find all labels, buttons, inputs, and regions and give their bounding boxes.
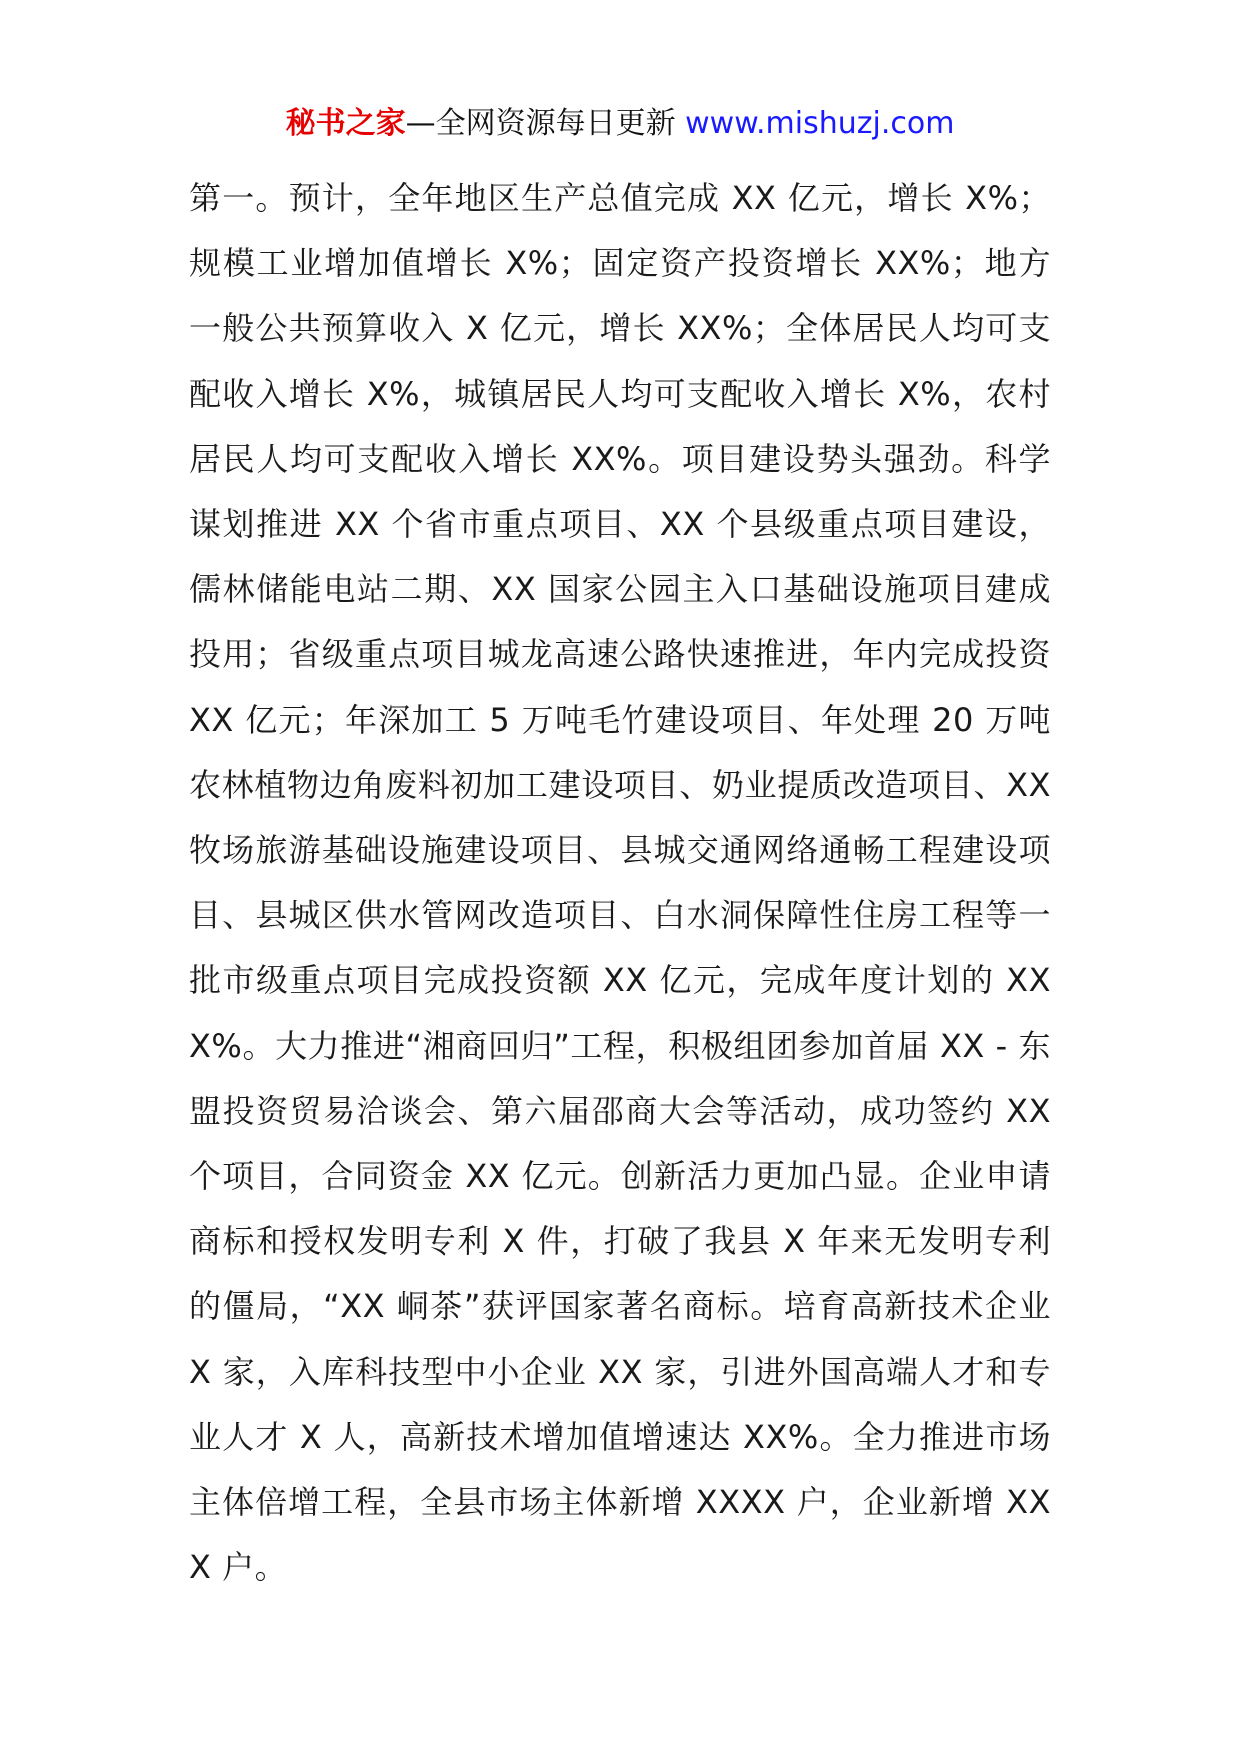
website-link[interactable]: www.mishuzj.com xyxy=(685,106,955,141)
page-header xyxy=(0,103,1240,145)
body-paragraph: 第一。预计，全年地区生产总值完成 XX 亿元，增长 X%；规模工业增加值增长 X%；固定资产投资增长 XX%；地方一般公共预算收入 X 亿元，增长 XX%；全体居民人均可支配收入增长 X%，城镇居民人均可支配收入增长 X%，农村居民人均可支配收入增长 XX%。项目建设势头强劲。科学谋划推进 XX 个省市重点项目、XX 个县级重点项目建设，儒林储能电站二期、XX 国家公园主入口基础设施项目建成投用；省级重点项目城龙高速公路快速推进，年内完成投资 XX 亿元；年深加工 5 万吨毛竹建设项目、年处理 20 万吨农林植物边角废料初加工建设项目、奶业提质改造项目、XX 牧场旅游基础设施建设项目、县城交通网络通畅工程建设项目、县城区供水管网改造项目、白水洞保障性住房工程等一批市级重点项目完成投资额 XX 亿元，完成年度计划的 XXX%。大力推进“湘商回归”工程，积极组团参加首届 XX - 东盟投资贸易洽谈会、第六届邵商大会等活动，成功签约 XX 个项目，合同资金 XX 亿元。创新活力更加凸显。企业申请商标和授权发明专利 X 件，打破了我县 X 年来无发明专利的僵局，“XX 峒茶”获评国家著名商标。培育高新技术企业 X 家，入库科技型中小企业 XX 家，引进外国高端人才和专业人才 X 人，高新技术增加值增速达 XX%。全力推进市场主体倍增工程，全县市场主体新增 XXXX 户，企业新增 XXX 户。 xyxy=(189,179,1051,1587)
header-tagline: —全网资源每日更新 xyxy=(405,106,676,141)
brand-name: 秘书之家 xyxy=(285,106,406,141)
